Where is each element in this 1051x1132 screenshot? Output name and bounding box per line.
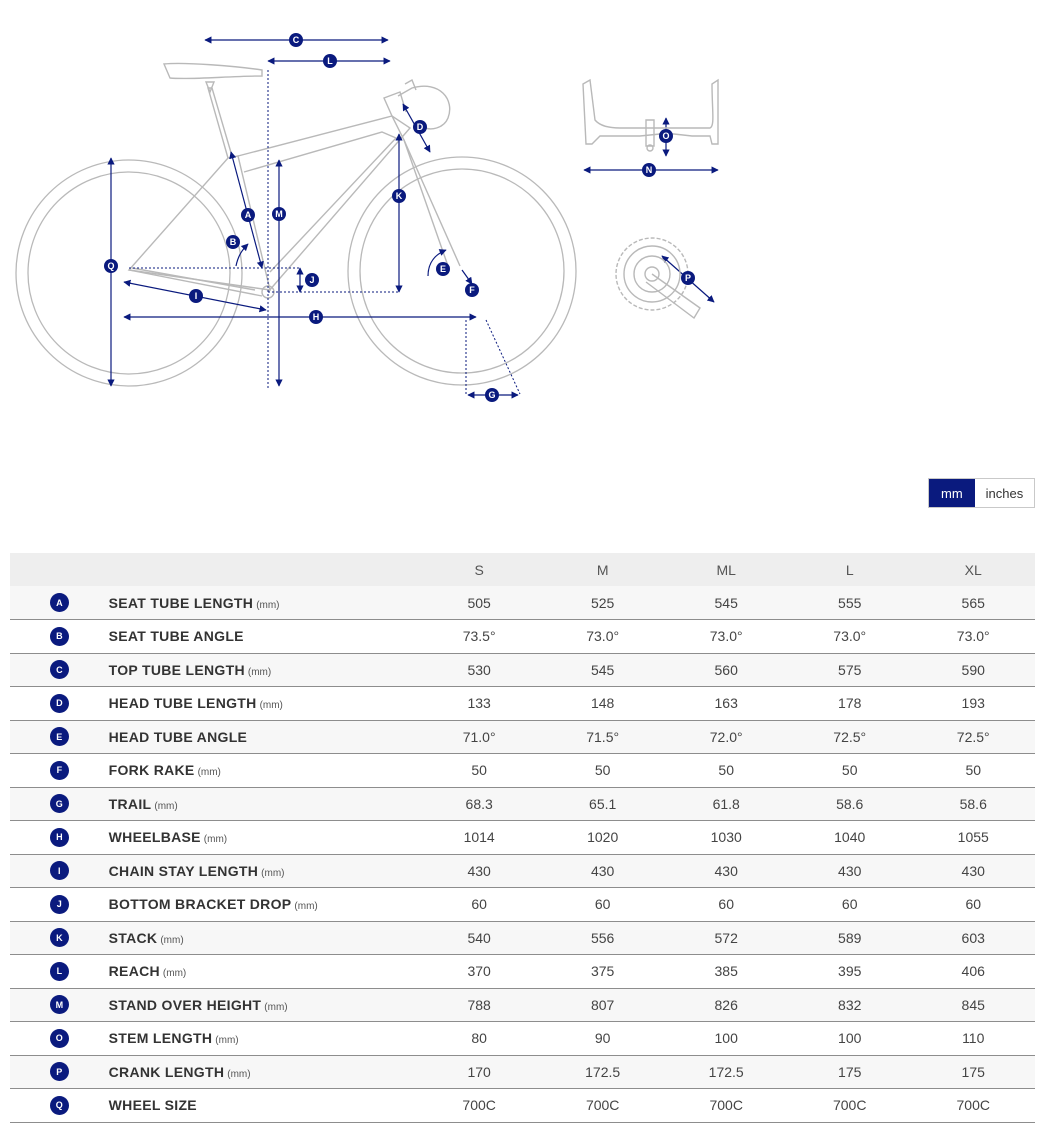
- marker-i-icon: [189, 289, 203, 303]
- marker-letter-badge: M: [50, 995, 69, 1014]
- guide-lines: [129, 70, 520, 394]
- table-row: [10, 888, 1035, 922]
- size-header: M: [596, 561, 609, 578]
- badge-cell: [10, 1022, 109, 1056]
- measurement-value: 73.0°: [833, 628, 867, 645]
- handlebar-front-view: [583, 80, 718, 151]
- svg-text:E: E: [439, 264, 447, 274]
- measurement-label: CRANK LENGTH: [108, 1063, 225, 1080]
- badge-cell: [10, 586, 109, 620]
- measurement-label: WHEEL SIZE: [108, 1097, 197, 1114]
- svg-text:C: C: [292, 35, 300, 45]
- measurement-value: 572: [714, 929, 738, 946]
- measurement-value: 556: [590, 929, 615, 946]
- marker-letter-badge: J: [50, 895, 69, 914]
- marker-q-icon: [104, 259, 118, 273]
- measurement-value: 50: [718, 762, 734, 779]
- table-row: [10, 653, 1035, 687]
- measurement-value: 68.3: [465, 795, 493, 812]
- measurement-value: 406: [961, 963, 985, 980]
- measurement-value: 100: [838, 1030, 862, 1047]
- marker-d-icon: [413, 120, 427, 134]
- measurement-value: 72.0°: [709, 728, 743, 745]
- measurement-label: CHAIN STAY LENGTH: [108, 862, 259, 879]
- badge-cell: [10, 720, 109, 754]
- geometry-table: [10, 553, 1035, 1123]
- size-header: ML: [716, 561, 736, 578]
- measurement-label: SEAT TUBE ANGLE: [108, 628, 244, 645]
- marker-letter-badge: E: [50, 727, 69, 746]
- measurement-value: 110: [962, 1030, 985, 1047]
- badge-cell: [10, 921, 109, 955]
- geometry-table-header: [10, 553, 1035, 586]
- marker-a-icon: [241, 208, 255, 222]
- measurement-value: 545: [590, 661, 615, 678]
- table-row: [10, 921, 1035, 955]
- measurement-value: 700C: [709, 1097, 743, 1114]
- marker-letter-badge: A: [50, 593, 69, 612]
- measurement-value: 700C: [462, 1097, 496, 1114]
- measurement-value: 133: [467, 695, 491, 712]
- measurement-value: 545: [714, 594, 738, 611]
- measurement-label-cell: [109, 921, 418, 955]
- header-spacer: [109, 553, 418, 586]
- geometry-table-body: [10, 586, 1035, 1122]
- measurement-value: 832: [838, 996, 862, 1013]
- measurement-label-cell: [109, 955, 418, 989]
- badge-cell: [10, 787, 109, 821]
- measurement-value: 530: [467, 661, 491, 678]
- measurement-value: 1020: [587, 829, 619, 846]
- measurement-value: 71.5°: [586, 728, 620, 745]
- measurement-value: 560: [714, 661, 738, 678]
- measurement-value: 788: [467, 996, 491, 1013]
- measurement-value: 65.1: [589, 795, 617, 812]
- badge-cell: [10, 754, 109, 788]
- marker-letter-badge: C: [50, 660, 69, 679]
- unit-inches-button[interactable]: inches: [975, 479, 1035, 507]
- measurement-value: 80: [471, 1030, 487, 1047]
- marker-f-icon: [465, 283, 479, 297]
- measurement-label: SEAT TUBE LENGTH: [108, 594, 254, 611]
- measurement-value: 50: [471, 762, 487, 779]
- measurement-label-cell: [109, 1022, 418, 1056]
- measurement-unit: (mm): [160, 934, 184, 946]
- measurement-value: 58.6: [836, 795, 864, 812]
- measurement-value: 700C: [956, 1097, 990, 1114]
- marker-letter-badge: P: [50, 1062, 69, 1081]
- measurement-value: 525: [590, 594, 615, 611]
- measurement-value: 73.0°: [586, 628, 620, 645]
- measurement-value: 60: [594, 896, 611, 913]
- svg-text:D: D: [416, 122, 424, 132]
- svg-text:I: I: [194, 291, 198, 301]
- svg-text:J: J: [309, 275, 315, 285]
- marker-l-icon: [323, 54, 337, 68]
- measurement-value: 385: [714, 963, 738, 980]
- table-row: [10, 1055, 1035, 1089]
- measurement-value: 172.5: [708, 1063, 744, 1080]
- measurement-value: 845: [961, 996, 985, 1013]
- marker-letter-badge: O: [50, 1029, 69, 1048]
- table-row: [10, 988, 1035, 1022]
- measurement-label: HEAD TUBE LENGTH: [108, 695, 257, 712]
- measurement-label: FORK RAKE: [108, 762, 195, 779]
- measurement-value: 73.0°: [709, 628, 743, 645]
- marker-j-icon: [305, 273, 319, 287]
- svg-text:G: G: [488, 390, 496, 400]
- svg-text:L: L: [327, 56, 333, 66]
- rear-wheel: [16, 160, 242, 386]
- measurement-value: 375: [590, 963, 615, 980]
- measurement-label-cell: [109, 821, 418, 855]
- badge-cell: [10, 1089, 109, 1123]
- measurement-value: 72.5°: [833, 728, 867, 745]
- marker-k-icon: [392, 189, 406, 203]
- measurement-unit: (mm): [256, 599, 280, 611]
- size-header: XL: [964, 561, 982, 578]
- measurement-label: TOP TUBE LENGTH: [108, 661, 245, 678]
- marker-e-icon: [436, 262, 450, 276]
- measurement-value: 50: [965, 762, 982, 779]
- measurement-unit: (mm): [227, 1068, 251, 1080]
- table-row: [10, 1089, 1035, 1123]
- table-row: [10, 854, 1035, 888]
- table-row: [10, 821, 1035, 855]
- measurement-label-cell: [109, 720, 418, 754]
- measurement-value: 575: [838, 661, 862, 678]
- marker-o-icon: [659, 129, 673, 143]
- table-row: [10, 955, 1035, 989]
- measurement-value: 1030: [710, 829, 742, 846]
- marker-letter-badge: G: [50, 794, 69, 813]
- measurement-value: 50: [841, 762, 858, 779]
- svg-text:N: N: [645, 165, 653, 175]
- measurement-unit: (mm): [203, 834, 228, 846]
- marker-h-icon: [309, 310, 323, 324]
- table-row: [10, 620, 1035, 654]
- measurement-label-cell: [109, 1089, 418, 1123]
- badge-cell: [10, 888, 109, 922]
- measurement-value: 430: [714, 862, 738, 879]
- measurement-label-cell: [109, 888, 418, 922]
- measurement-value: 73.5°: [462, 628, 496, 645]
- measurement-unit: (mm): [154, 800, 178, 812]
- measurement-label: HEAD TUBE ANGLE: [108, 728, 248, 745]
- svg-text:Q: Q: [107, 261, 115, 271]
- svg-text:F: F: [469, 285, 475, 295]
- table-row: [10, 720, 1035, 754]
- measurement-unit: (mm): [259, 700, 283, 712]
- measurement-value: 60: [965, 896, 982, 913]
- geometry-diagram: [0, 0, 1051, 420]
- header-spacer: [10, 553, 109, 586]
- measurement-value: 590: [961, 661, 985, 678]
- measurement-value: 178: [838, 695, 862, 712]
- unit-mm-button[interactable]: mm: [929, 479, 975, 507]
- unit-toggle: [928, 478, 1035, 508]
- marker-letter-badge: D: [50, 694, 69, 713]
- measurement-value: 60: [841, 896, 858, 913]
- measurement-value: 58.6: [959, 795, 987, 812]
- measurement-value: 175: [961, 1063, 985, 1080]
- table-row: [10, 586, 1035, 620]
- marker-letter-badge: K: [50, 928, 69, 947]
- measurement-label: WHEELBASE: [108, 829, 201, 846]
- measurement-value: 430: [590, 862, 615, 879]
- marker-letter-badge: I: [50, 861, 69, 880]
- svg-text:H: H: [312, 312, 320, 322]
- measurement-value: 370: [467, 963, 491, 980]
- svg-text:B: B: [229, 237, 237, 247]
- measurement-value: 163: [714, 695, 738, 712]
- measurement-label: TRAIL: [108, 795, 152, 812]
- measurement-unit: (mm): [261, 867, 285, 879]
- measurement-value: 505: [467, 594, 491, 611]
- measurement-value: 540: [467, 929, 491, 946]
- svg-text:K: K: [395, 191, 403, 201]
- badge-cell: [10, 620, 109, 654]
- measurement-value: 175: [838, 1063, 862, 1080]
- measurement-value: 90: [594, 1030, 611, 1047]
- marker-b-icon: [226, 235, 240, 249]
- measurement-unit: (mm): [264, 1001, 288, 1013]
- badge-cell: [10, 988, 109, 1022]
- measurement-value: 170: [467, 1063, 491, 1080]
- badge-cell: [10, 821, 109, 855]
- measurement-label: STEM LENGTH: [108, 1030, 213, 1047]
- measurement-value: 193: [961, 695, 985, 712]
- measurement-label: BOTTOM BRACKET DROP: [108, 896, 292, 913]
- marker-letter-badge: H: [50, 828, 69, 847]
- bike-frame: [129, 63, 460, 298]
- measurement-value: 72.5°: [956, 728, 990, 745]
- marker-letter-badge: F: [50, 761, 69, 780]
- svg-text:M: M: [275, 209, 283, 219]
- size-header: S: [474, 561, 484, 578]
- table-row: [10, 1022, 1035, 1056]
- svg-text:A: A: [244, 210, 252, 220]
- badge-cell: [10, 653, 109, 687]
- measurement-value: 430: [467, 862, 491, 879]
- svg-text:P: P: [684, 273, 692, 283]
- measurement-value: 1040: [834, 829, 866, 846]
- measurement-value: 826: [714, 996, 738, 1013]
- measurement-value: 430: [961, 862, 985, 879]
- measurement-label-cell: [109, 754, 418, 788]
- measurement-value: 148: [590, 695, 615, 712]
- table-row: [10, 687, 1035, 721]
- measurement-label-cell: [109, 586, 418, 620]
- measurement-value: 555: [838, 594, 862, 611]
- measurement-value: 60: [471, 896, 487, 913]
- measurement-value: 73.0°: [956, 628, 990, 645]
- marker-p-icon: [681, 271, 695, 285]
- measurement-value: 1014: [463, 829, 495, 846]
- marker-letter-badge: L: [50, 962, 69, 981]
- measurement-value: 395: [838, 963, 862, 980]
- marker-letter-badge: B: [50, 627, 69, 646]
- measurement-label: STAND OVER HEIGHT: [108, 996, 262, 1013]
- marker-letter-badge: Q: [50, 1096, 69, 1115]
- measurement-label-cell: [109, 687, 418, 721]
- measurement-label-cell: [109, 787, 418, 821]
- marker-m-icon: [272, 207, 286, 221]
- measurement-value: 603: [961, 929, 985, 946]
- measurement-unit: (mm): [215, 1035, 239, 1047]
- measurement-value: 61.8: [712, 795, 740, 812]
- measurement-value: 50: [594, 762, 611, 779]
- marker-n-icon: [642, 163, 656, 177]
- measurement-label-cell: [109, 620, 418, 654]
- measurement-value: 565: [961, 594, 985, 611]
- measurement-value: 589: [838, 929, 862, 946]
- badge-cell: [10, 955, 109, 989]
- measurement-label-cell: [109, 988, 418, 1022]
- badge-cell: [10, 687, 109, 721]
- measurement-label-cell: [109, 854, 418, 888]
- badge-cell: [10, 1055, 109, 1089]
- dimension-arrows: [111, 40, 718, 395]
- svg-text:O: O: [662, 131, 670, 141]
- measurement-label: STACK: [108, 929, 158, 946]
- size-header: L: [845, 561, 854, 578]
- measurement-value: 71.0°: [462, 728, 496, 745]
- table-row: [10, 754, 1035, 788]
- marker-c-icon: [289, 33, 303, 47]
- measurement-label-cell: [109, 1055, 418, 1089]
- measurement-value: 700C: [585, 1097, 620, 1114]
- measurement-value: 1055: [957, 829, 989, 846]
- table-row: [10, 787, 1035, 821]
- measurement-value: 172.5: [585, 1063, 621, 1080]
- measurement-value: 700C: [832, 1097, 867, 1114]
- measurement-value: 807: [590, 996, 615, 1013]
- measurement-label-cell: [109, 653, 418, 687]
- measurement-label: REACH: [108, 963, 160, 980]
- measurement-value: 100: [714, 1030, 738, 1047]
- marker-g-icon: [485, 388, 499, 402]
- badge-cell: [10, 854, 109, 888]
- measurement-unit: (mm): [247, 666, 272, 678]
- measurement-value: 60: [718, 896, 734, 913]
- measurement-unit: (mm): [162, 968, 187, 980]
- measurement-unit: (mm): [197, 767, 221, 779]
- measurement-unit: (mm): [294, 901, 318, 913]
- measurement-value: 430: [838, 862, 862, 879]
